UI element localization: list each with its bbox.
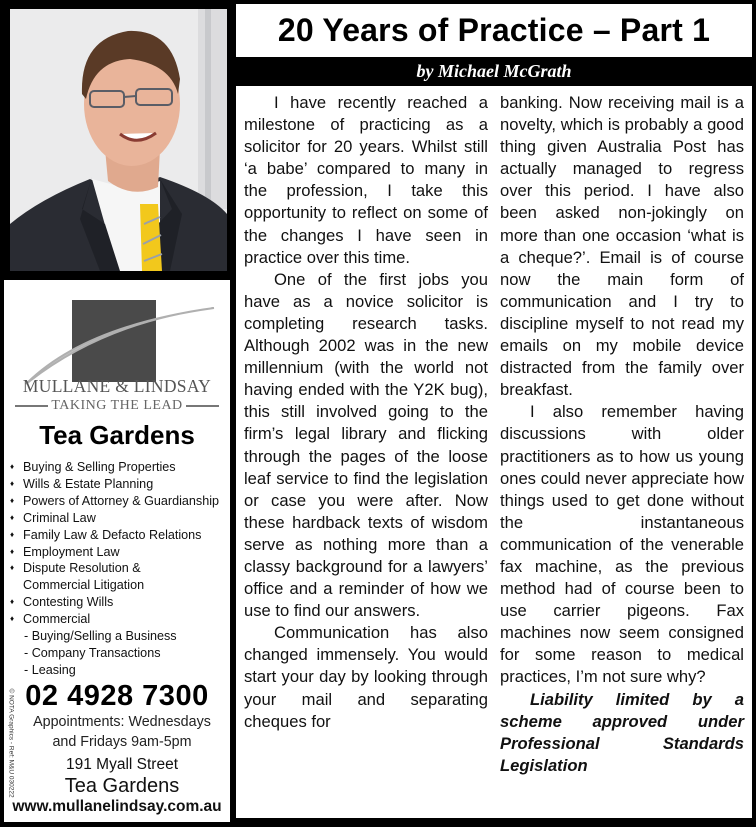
service-item: ♦ Family Law & Defacto Relations xyxy=(10,527,219,544)
article-byline: by Michael McGrath xyxy=(416,61,572,81)
service-item: ♦ Powers of Attorney & Guardianship xyxy=(10,493,219,510)
liability-disclaimer: Liability limited by a scheme approved under Professional Standards Legislation xyxy=(500,689,744,775)
office-location-heading: Tea Gardens xyxy=(39,420,195,450)
article-title-box xyxy=(236,4,752,57)
phone-number[interactable]: 02 4928 7300 xyxy=(25,680,209,712)
appointment-line-1: Appointments: Wednesdays xyxy=(33,714,211,730)
service-item: ♦ Buying & Selling Properties xyxy=(10,459,219,476)
law-firm-advertisement xyxy=(4,280,230,822)
author-photo xyxy=(10,9,227,271)
author-portrait-image xyxy=(10,9,227,271)
firm-name: MULLANE & LINDSAY xyxy=(22,376,212,396)
service-subitem: - Leasing xyxy=(24,662,76,677)
paragraph: I have recently reached a milestone of practicing as a solicitor for 20 years. Whilst still ‘a babe’ compared to many in the profession, I take this opportunity to reflect on some of the changes I have seen in practice over this time. xyxy=(244,93,488,267)
firm-tagline xyxy=(12,398,222,414)
service-item: ♦ Employment Law xyxy=(10,544,219,561)
tagline-rule-left xyxy=(15,405,48,407)
print-credit: © NOTA Graphics - Ref: M&U 030222 xyxy=(7,688,15,798)
paragraph: I also remember having discussions with older practitioners as to how us young ones could never appreciate how things used to get done without the instantaneous communication of the venerable fax machine, as the previous method had of course been to use carrier pigeons. Fax machines now seem consigned for some reason to medical practices, I’m not sure why? xyxy=(500,402,744,687)
article-title: 20 Years of Practice – Part 1 xyxy=(277,12,711,48)
service-item: ♦ Criminal Law xyxy=(10,510,219,527)
paragraph: Communication has also changed immensely. You would start your day by looking through your mail and separating cheques for xyxy=(244,623,488,731)
suburb: Tea Gardens xyxy=(64,775,180,797)
service-item: ♦ Commercial xyxy=(10,611,219,628)
article-body xyxy=(236,86,752,818)
service-item: ♦ Wills & Estate Planning xyxy=(10,476,219,493)
services-list xyxy=(10,459,219,679)
article-column-1 xyxy=(244,92,488,733)
service-subitem: - Company Transactions xyxy=(24,645,161,660)
appointment-hours xyxy=(14,712,230,752)
mullane-lindsay-logo xyxy=(4,286,230,386)
paragraph: One of the first jobs you have as a novice solicitor is completing research tasks. Although 2002 was in the new millennium (with the world not having ended with the Y2K bug), this still involved going to the firm’s legal library and flicking through the pages of the loose leaf service to find the legislation or case you were after. Now these hardback texts of wisdom serve as nothing more than a classy background for a lawyers’ office and a reminder of how we use to find our answers. xyxy=(244,269,488,621)
tagline-rule-right xyxy=(186,405,219,407)
appointment-line-2: and Fridays 9am-5pm xyxy=(52,734,192,750)
service-item-continuation: Commercial Litigation xyxy=(23,578,145,593)
tagline-text: TAKING THE LEAD xyxy=(51,398,183,413)
paragraph-continued: banking. Now receiving mail is a novelty, which is probably a good thing given Australia Post has actually managed to regress over this period. I have also been asked non-jokingly on more than one occasion ‘what is a cheque?’. Email is of course now the main form of communication and I try to discipline myself to not read my emails on my mobile device distracted from the family over breakfast. xyxy=(500,93,744,400)
website-link[interactable]: www.mullanelindsay.com.au xyxy=(12,798,222,815)
street-address: 191 Myall Street xyxy=(66,756,178,773)
article-column-2 xyxy=(500,92,744,777)
service-subitem: - Buying/Selling a Business xyxy=(24,629,177,644)
service-item: ♦ Dispute Resolution & xyxy=(10,560,219,577)
service-item: ♦ Contesting Wills xyxy=(10,594,219,611)
